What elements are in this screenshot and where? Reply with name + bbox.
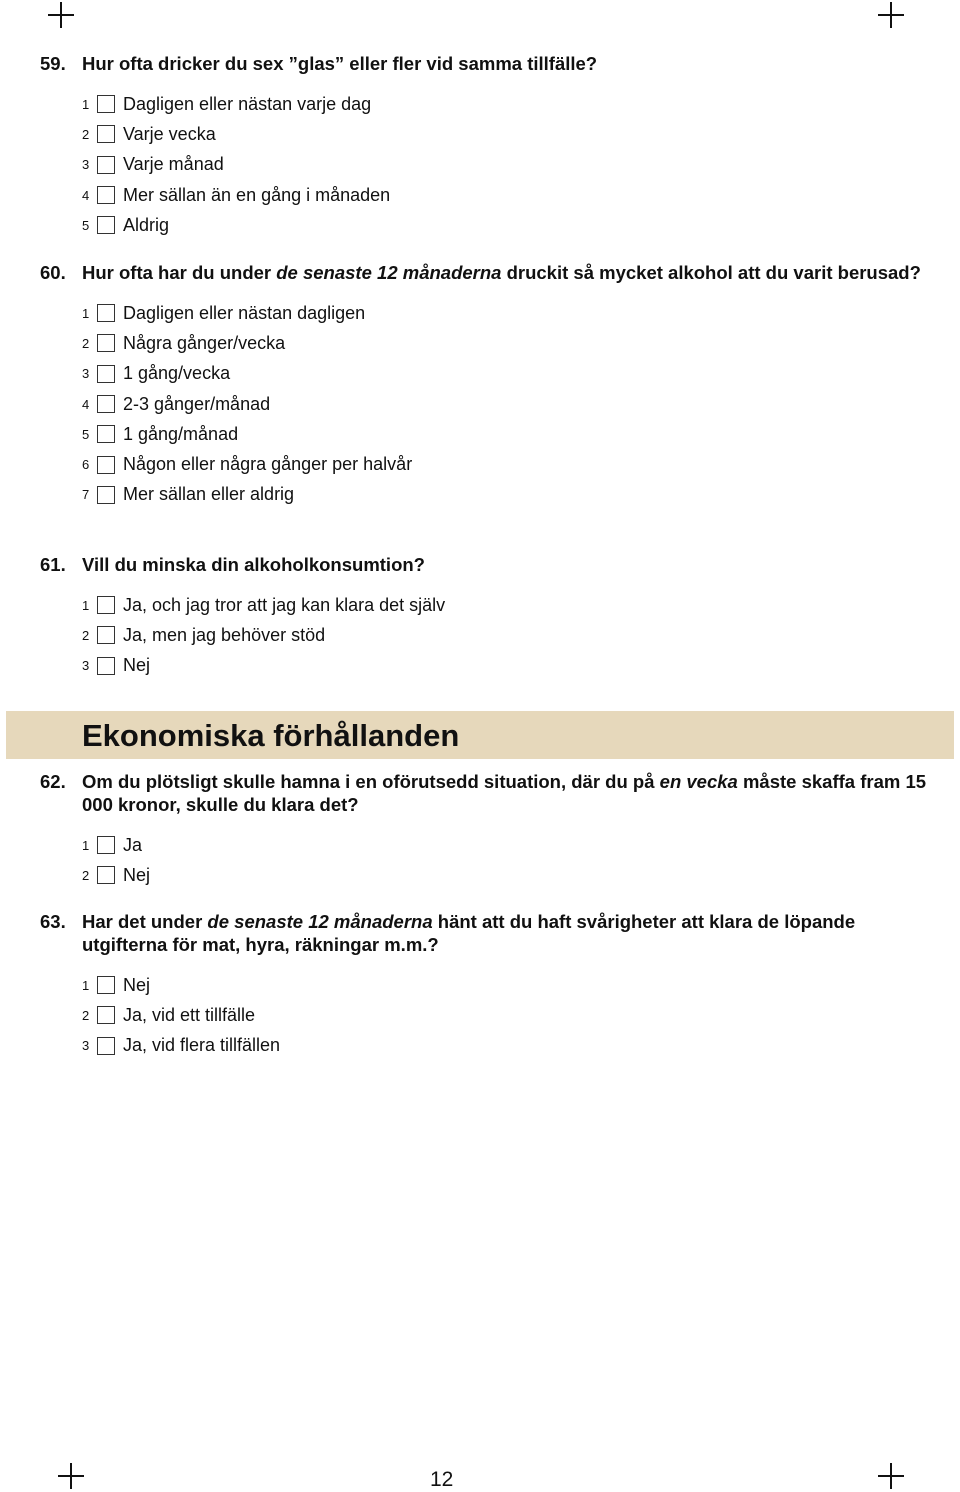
question-number: 63.	[40, 911, 66, 932]
answer-option[interactable]: 1 Nej	[82, 974, 151, 995]
question-60	[40, 261, 940, 510]
answer-option[interactable]: 3 1 gång/vecka	[82, 363, 231, 384]
answer-option[interactable]: 2 Varje vecka	[82, 123, 216, 144]
answer-option[interactable]: 2 Nej	[82, 864, 151, 885]
answer-checkbox[interactable]	[97, 657, 115, 675]
answer-checkbox[interactable]	[97, 395, 115, 413]
answer-option[interactable]: 1 Dagligen eller nästan dagligen	[82, 302, 366, 323]
answer-checkbox[interactable]	[97, 836, 115, 854]
question-number: 61.	[40, 554, 66, 575]
question-text: Hur ofta dricker du sex ”glas” eller fler vid samma tillfälle?	[82, 53, 598, 74]
answer-checkbox[interactable]	[97, 1006, 115, 1024]
registration-mark-bottom-right	[878, 1463, 904, 1489]
answer-checkbox[interactable]	[97, 976, 115, 994]
question-number: 60.	[40, 262, 66, 283]
question-62	[40, 770, 940, 891]
registration-mark-bottom-left	[58, 1463, 84, 1489]
section-title: Ekonomiska förhållanden	[82, 718, 460, 753]
answer-option[interactable]: 2 Ja, men jag behöver stöd	[82, 624, 326, 645]
question-number: 59.	[40, 53, 66, 74]
answer-option[interactable]: 3 Ja, vid flera tillfällen	[82, 1035, 281, 1056]
answer-options	[40, 590, 940, 681]
answer-checkbox[interactable]	[97, 866, 115, 884]
answer-options	[40, 970, 940, 1061]
registration-mark-top-left	[48, 2, 74, 28]
answer-option[interactable]: 1 Ja, och jag tror att jag kan klara det själv	[82, 594, 446, 615]
answer-checkbox[interactable]	[97, 425, 115, 443]
question-63	[40, 910, 940, 1061]
answer-checkbox[interactable]	[97, 365, 115, 383]
answer-option[interactable]: 3 Varje månad	[82, 154, 224, 175]
answer-option[interactable]: 2 Ja, vid ett tillfälle	[82, 1004, 256, 1025]
question-61	[40, 553, 940, 681]
question-text: Vill du minska din alkoholkonsumtion?	[82, 554, 425, 575]
page-number: 12	[430, 1468, 454, 1491]
answer-options	[40, 298, 940, 510]
question-59	[40, 52, 940, 240]
answer-checkbox[interactable]	[97, 186, 115, 204]
answer-checkbox[interactable]	[97, 1037, 115, 1055]
answer-checkbox[interactable]	[97, 156, 115, 174]
question-number: 62.	[40, 771, 66, 792]
answer-checkbox[interactable]	[97, 626, 115, 644]
answer-checkbox[interactable]	[97, 304, 115, 322]
question-text: Har det under de senaste 12 månaderna hänt att du haft svårigheter att klara de löpande utgifterna för mat, hyra, räkningar m.m.?	[82, 911, 856, 955]
answer-checkbox[interactable]	[97, 456, 115, 474]
answer-options	[40, 830, 940, 891]
answer-checkbox[interactable]	[97, 125, 115, 143]
answer-option[interactable]: 2 Några gånger/vecka	[82, 332, 286, 353]
answer-option[interactable]: 5 1 gång/månad	[82, 423, 239, 444]
question-text: Hur ofta har du under de senaste 12 månaderna druckit så mycket alkohol att du varit berusad?	[82, 262, 921, 283]
answer-checkbox[interactable]	[97, 334, 115, 352]
question-text: Om du plötsligt skulle hamna i en oförutsedd situation, där du på en vecka måste skaffa fram 15 000 kronor, skulle du klara det?	[82, 771, 927, 815]
section-header	[6, 711, 954, 759]
registration-mark-top-right	[878, 2, 904, 28]
answer-option[interactable]: 3 Nej	[82, 655, 151, 676]
answer-option[interactable]: 4 2-3 gånger/månad	[82, 393, 271, 414]
answer-checkbox[interactable]	[97, 95, 115, 113]
answer-checkbox[interactable]	[97, 216, 115, 234]
answer-option[interactable]: 1 Ja	[82, 834, 143, 855]
answer-options	[40, 89, 940, 240]
answer-option[interactable]: 1 Dagligen eller nästan varje dag	[82, 93, 372, 114]
answer-option[interactable]: 6 Någon eller några gånger per halvår	[82, 454, 413, 475]
answer-option[interactable]: 7 Mer sällan eller aldrig	[82, 484, 295, 505]
answer-option[interactable]: 5 Aldrig	[82, 214, 170, 235]
answer-option[interactable]: 4 Mer sällan än en gång i månaden	[82, 184, 391, 205]
answer-checkbox[interactable]	[97, 486, 115, 504]
answer-checkbox[interactable]	[97, 596, 115, 614]
